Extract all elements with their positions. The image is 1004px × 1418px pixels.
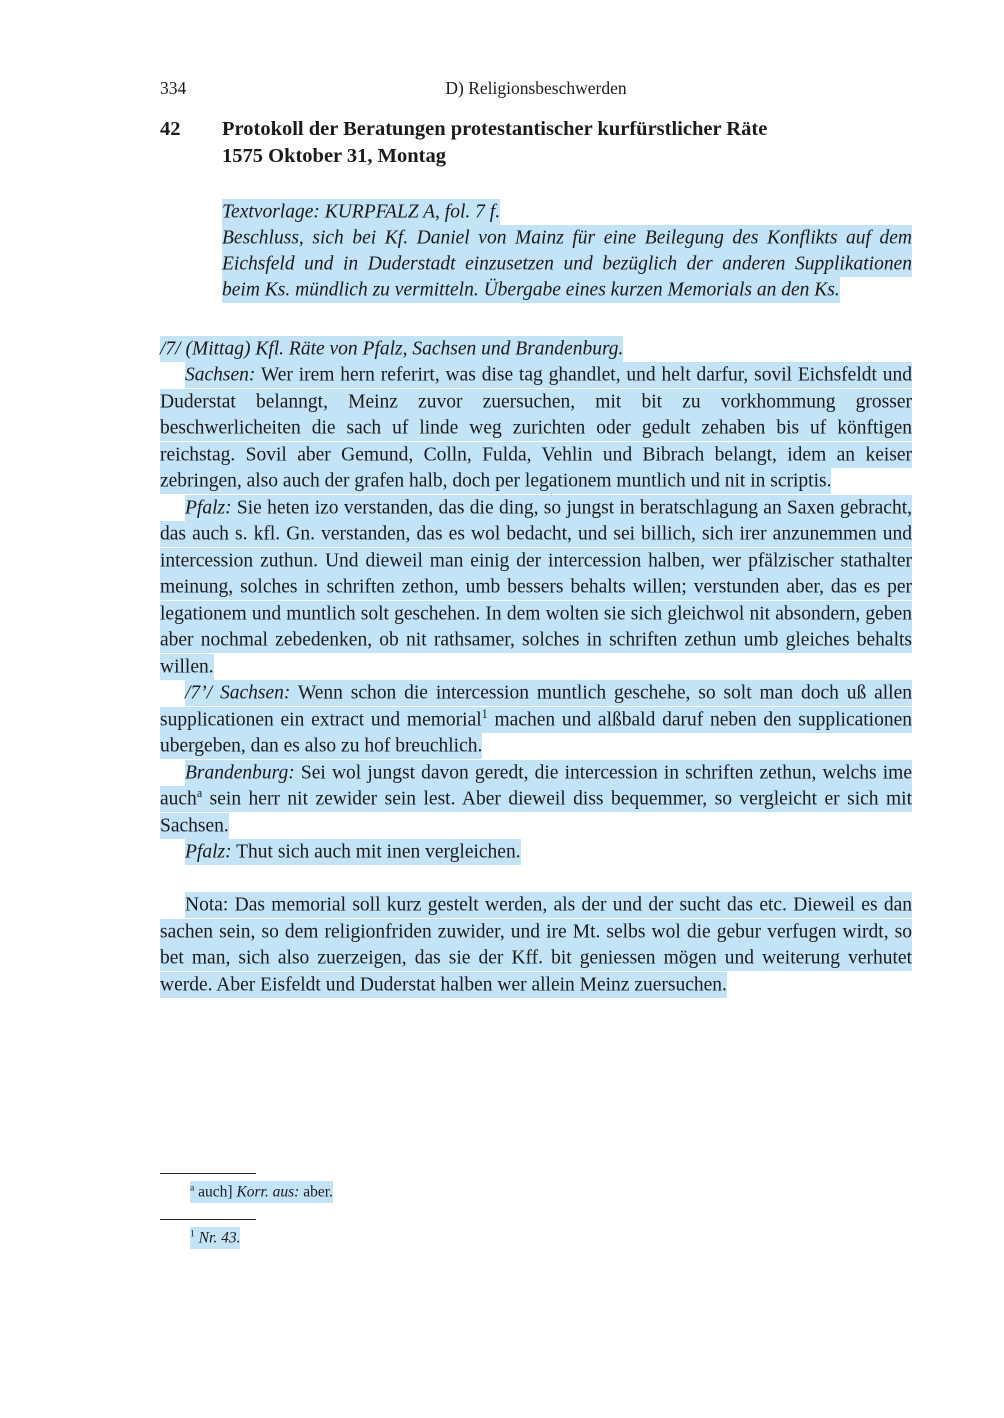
footnote-a-marker: a <box>190 1181 195 1193</box>
speaker-label-sachsen-2: /7’/ Sachsen: <box>185 682 291 704</box>
source-summary-line <box>222 225 912 303</box>
paragraph-text: Wer irem hern referirt, was dise tag ghandlet, und helt darfur, sovil Eichsfeldt und Duderstat belanngt, Meinz zuvor zuersuchen, mit bit zu vorkhommung grosser beschwerlicheiten die sach uf linde weg zurichten oder gedult zehaben bis uf könftigen reichstag. Sovil aber Gemund, Colln, Fulda, Vehlin und Bibrach belangt, idem an keiser zebringen, also auch der grafen halb, doch per legationem muntlich und nit in scriptis. <box>160 364 912 492</box>
running-head <box>160 78 912 102</box>
footnote-1 <box>190 1227 912 1248</box>
paragraph-brandenburg <box>160 760 912 840</box>
document-heading <box>160 116 912 170</box>
paragraph-text: machen und alßbald daruf neben den supplicationen ubergeben, dan es also zu hof breuchlich. <box>160 709 912 757</box>
speaker-label-pfalz-2: Pfalz: <box>185 841 232 863</box>
paragraph-highlight <box>160 680 912 759</box>
running-header-title: D) Religionsbeschwerden <box>445 78 627 98</box>
footnote-a-korr-label: Korr. aus: <box>236 1183 300 1200</box>
nota-text: Nota: Das memorial soll kurz gestelt werden, als der und der sucht das etc. Dieweil es dan sachen sein, so dem religionfriden zuwider, und ire Mt. selbs wol die gebur verfugen wirdt, so bet man, sich also zuerzeigen, das sie der Kff. bit geniessen mögen und weiterung verhutet werde. Aber Eisfeldt und Duderstat halben wer allein Meinz zuersuchen. <box>160 892 912 998</box>
source-textvorlage-line <box>222 199 912 225</box>
transcription-body <box>160 336 912 999</box>
footnote-ref-1: 1 <box>481 706 488 721</box>
speaker-label-pfalz: Pfalz: <box>185 497 232 518</box>
footnote-a-text-2: aber. <box>299 1183 333 1200</box>
paragraph-text: Wenn schon die intercession muntlich geschehe, so solt man doch uß allen supplicationen ein extract und memorial <box>160 682 912 730</box>
source-note-block <box>222 199 912 303</box>
footnote-1-marker: 1 <box>190 1227 195 1239</box>
paragraph-pfalz-1 <box>160 495 912 681</box>
paragraph-highlight <box>160 362 912 494</box>
speaker-label-sachsen: Sachsen: <box>185 364 256 386</box>
paragraph-text: Sie heten izo verstanden, das die ding, so jungst in beratschlagung an Saxen gebracht, das auch s. kfl. Gn. verstanden, das es wol bedacht, und sei billich, sich irer anzunemmen und intercession zuthun. Und dieweil man einig der intercession halben, wer pfälzischer stathalter meinung, solches in schriften zethon, umb bessers behalts willen; verstunden aber, das es per legationem und muntlich solt geschehen. In dem wolten sie sich gleichwol nit absondern, geben aber nochmal zebedenken, ob nit rathsamer, solches in schriften zethun umb gleiches behalts willen. <box>160 497 912 677</box>
paragraph-text: Thut sich auch mit inen vergleichen. <box>231 841 521 863</box>
footnote-a-highlight <box>190 1181 333 1203</box>
paragraph-highlight <box>185 839 521 865</box>
document-title-line1: Protokoll der Beratungen protestantischer kurfürstlicher Räte <box>222 118 768 140</box>
paragraph-sachsen-2 <box>160 681 912 761</box>
paragraph-highlight <box>160 760 912 839</box>
footnote-1-text: Nr. 43. <box>194 1229 241 1246</box>
paragraph-nota <box>160 893 912 999</box>
paragraph-dateline <box>160 336 912 363</box>
paragraph-text: Sei wol jungst davon geredt, die intercession in schriften zethun, welchs ime auch <box>160 762 912 810</box>
footnotes-section <box>160 1173 912 1248</box>
footnote-1-highlight <box>190 1227 240 1249</box>
document-title-line2: 1575 Oktober 31, Montag <box>222 145 446 167</box>
document-number: 42 <box>160 118 181 140</box>
source-textvorlage-text: Textvorlage: KURPFALZ A, fol. 7 f. <box>222 199 500 225</box>
paragraph-text: sein herr nit zewider sein lest. Aber dieweil diss bequemmer, so vergleicht er sich mit Sachsen. <box>160 788 912 836</box>
speaker-label-brandenburg: Brandenburg: <box>185 762 295 783</box>
paragraph-pfalz-2 <box>160 840 912 867</box>
footnote-separator-1 <box>160 1219 256 1220</box>
footnote-a-text: auch] <box>194 1183 237 1200</box>
footnote-a <box>190 1181 912 1202</box>
page-number: 334 <box>160 78 187 98</box>
source-summary-text: Beschluss, sich bei Kf. Daniel von Mainz für eine Beilegung des Konflikts auf dem Eichsfeld und in Duderstadt einzusetzen und bezüglich der anderen Supplikationen beim Ks. mündlich zu vermitteln. Übergabe eines kurzen Memorials an den Ks. <box>222 225 912 303</box>
footnote-separator-a <box>160 1173 256 1174</box>
footnote-ref-a: a <box>196 786 203 800</box>
paragraph-highlight <box>160 495 912 680</box>
document-title <box>222 116 767 170</box>
paragraph-sachsen-1 <box>160 363 912 496</box>
dateline-text: /7/ (Mittag) Kfl. Räte von Pfalz, Sachsen und Brandenburg. <box>160 336 623 362</box>
